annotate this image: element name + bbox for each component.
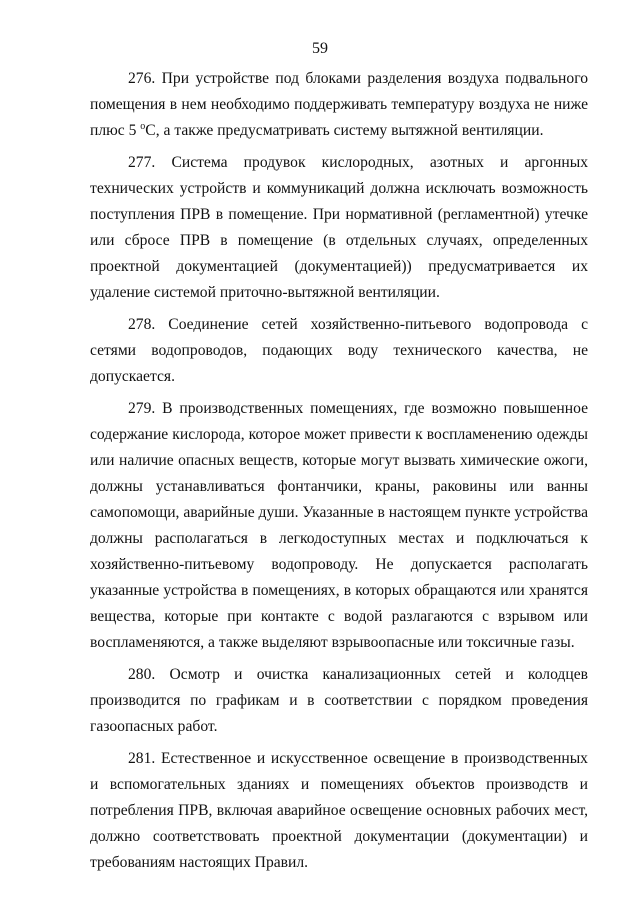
paragraph-text: Осмотр и очистка канализационных сетей и колодцев производится по графикам и в соответствии с порядком проведения газоопасных работ. [90,666,588,735]
paragraph-278 [90,312,588,390]
paragraph-number: 276. [128,70,156,87]
paragraph-text-continued: С, а также предусматривать систему вытяжной вентиляции. [145,122,544,139]
paragraph-276 [90,66,588,144]
paragraph-text: Система продувок кислородных, азотных и аргонных технических устройств и коммуникаций должна исключать возможность поступления ПРВ в помещение. При нормативной (регламентной) утечке или сбросе ПРВ в помещение (в отдельных случаях, определенных проектной документацией (документацией)) предусматривается их удаление системой приточно-вытяжной вентиляции. [90,154,588,301]
paragraph-number: 277. [128,154,156,171]
document-body [90,66,588,882]
paragraph-text: Соединение сетей хозяйственно-питьевого водопровода с сетями водопроводов, подающих воду технического качества, не допускается. [90,316,588,385]
paragraph-text: Естественное и искусственное освещение в производственных и вспомогательных зданиях и помещениях объектов производств и потребления ПРВ, включая аварийное освещение основных рабочих мест, должно соответствовать проектной документации (документации) и требованиям настоящих Правил. [90,750,588,871]
paragraph-number: 279. [128,400,156,417]
paragraph-277 [90,150,588,306]
paragraph-text: В производственных помещениях, где возможно повышенное содержание кислорода, которое может привести к воспламенению одежды или наличие опасных веществ, которые могут вызвать химические ожоги, должны устанавливаться фонтанчики, краны, раковины или ванны самопомощи, аварийные души. Указанные в настоящем пункте устройства должны располагаться в легкодоступных местах и подключаться к хозяйственно-питьевому водопроводу. Не допускается располагать указанные устройства в помещениях, в которых обращаются или хранятся вещества, которые при контакте с водой разлагаются с взрывом или воспламеняются, а также выделяют взрывоопасные или токсичные газы. [90,400,588,651]
paragraph-number: 278. [128,316,156,333]
paragraph-281 [90,746,588,876]
paragraph-280 [90,662,588,740]
page-number: 59 [312,40,328,57]
degree-mark: о [140,120,146,132]
paragraph-text: При устройстве под блоками разделения воздуха подвального помещения в нем необходимо поддерживать температуру воздуха не ниже плюс 5 [90,70,588,139]
paragraph-number: 281. [128,750,156,767]
paragraph-279 [90,396,588,656]
paragraph-number: 280. [128,666,156,683]
